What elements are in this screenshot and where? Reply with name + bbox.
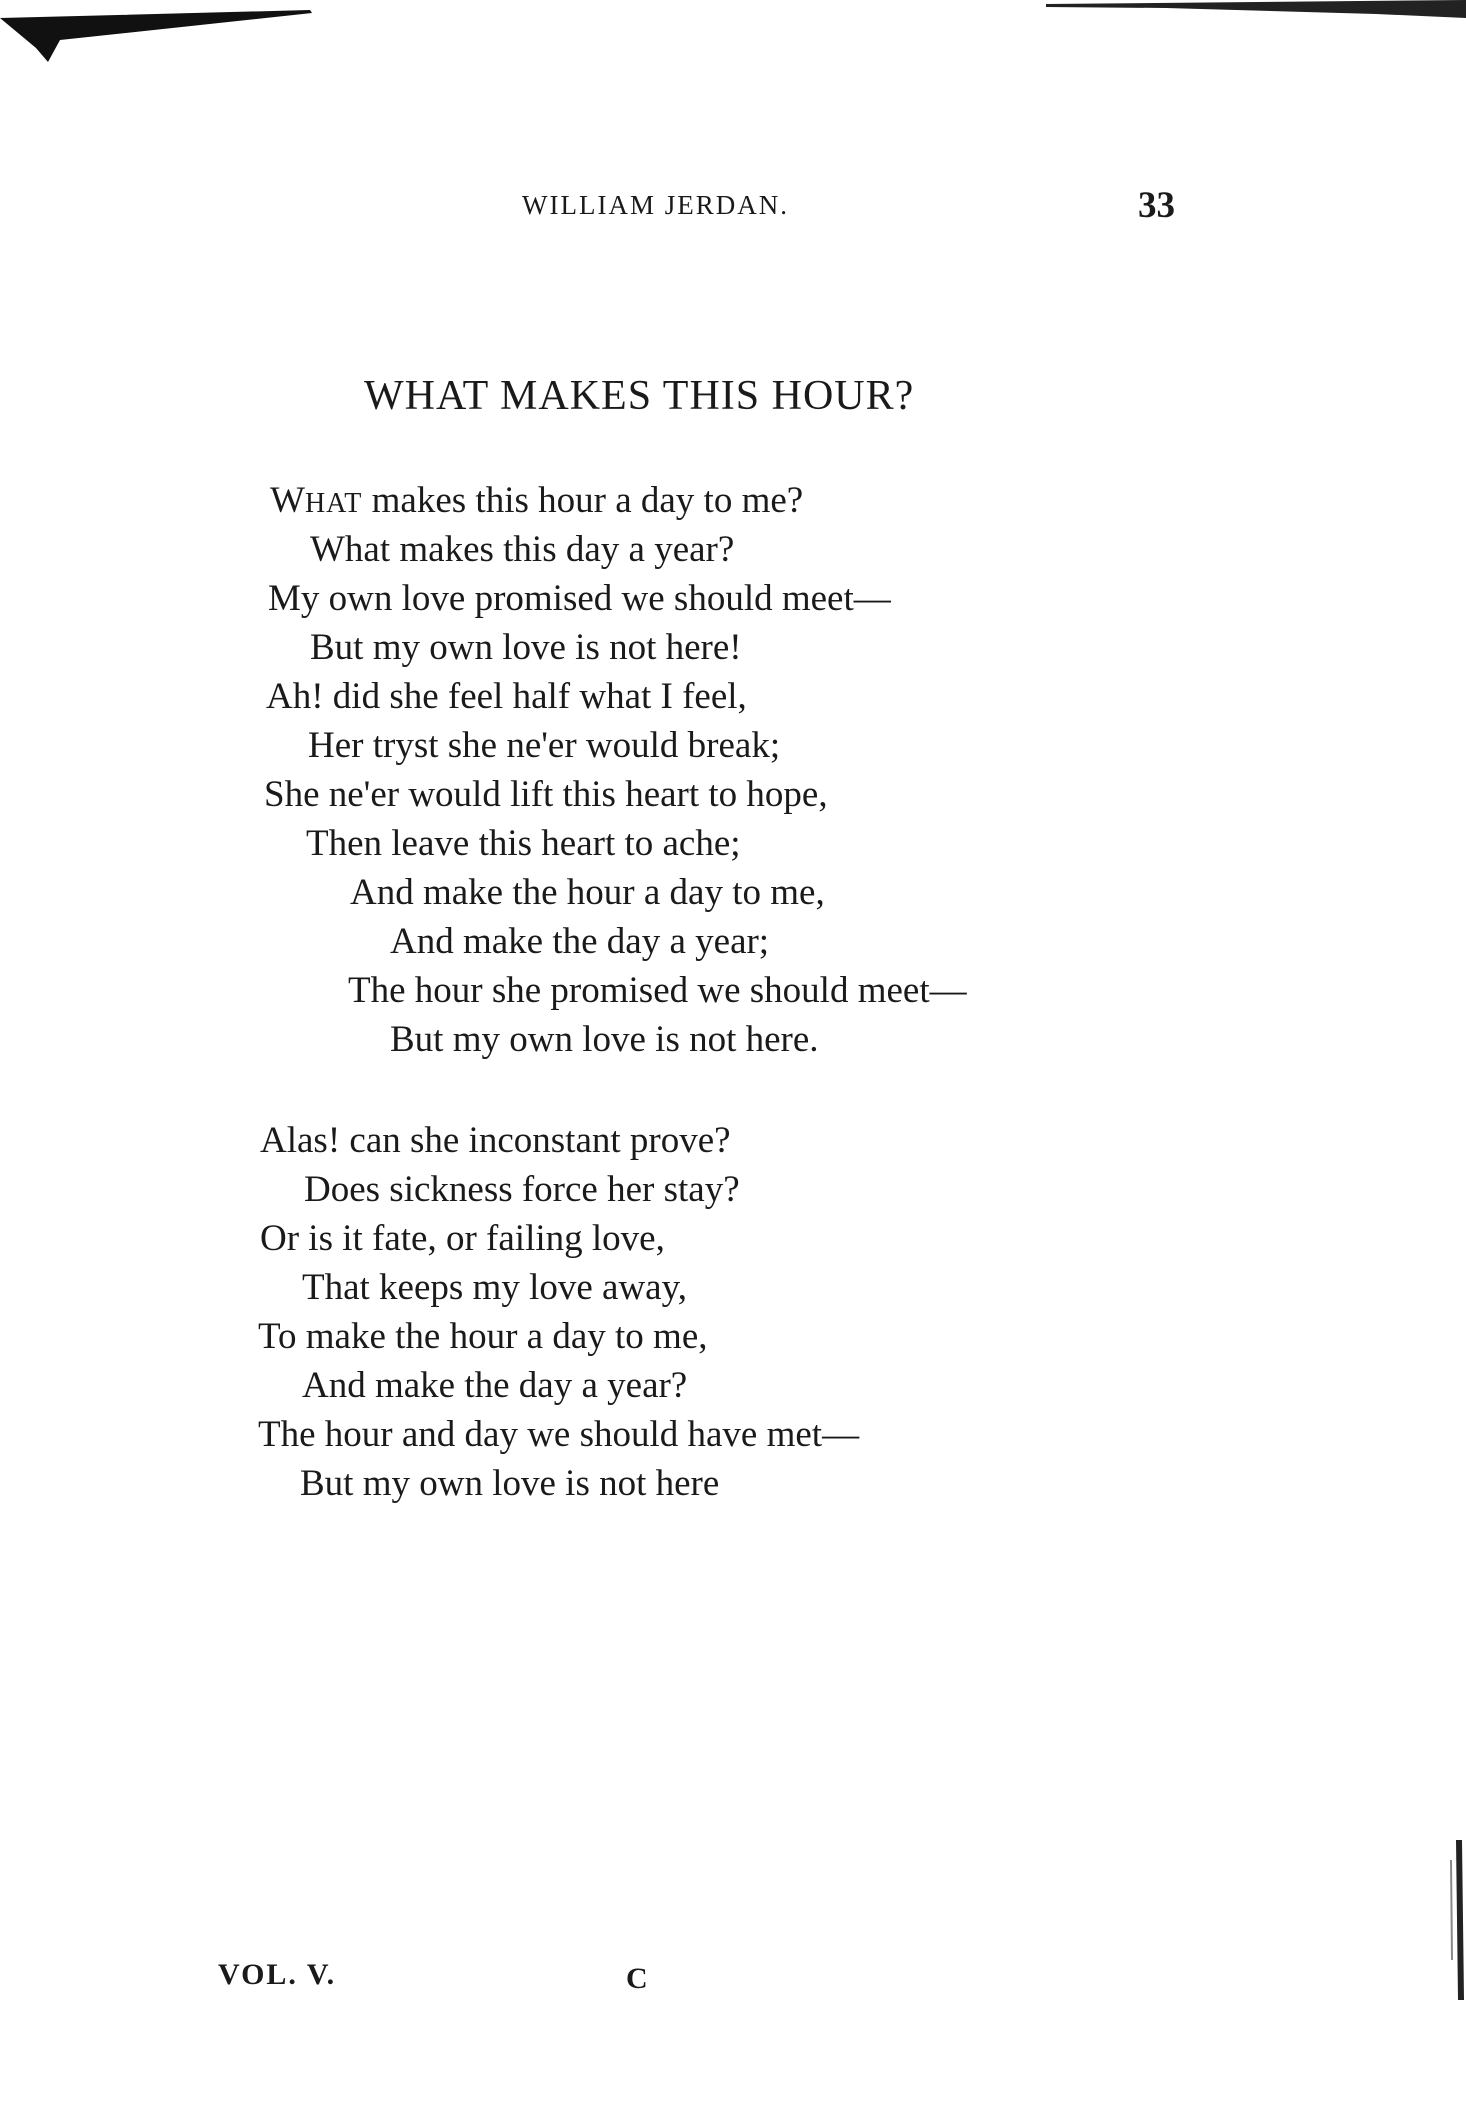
poem-line: What makes this day a year?: [310, 529, 735, 570]
poem-line: The hour and day we should have met—: [258, 1414, 860, 1455]
running-head: WILLIAM JERDAN.: [522, 190, 789, 220]
page-number: 33: [1138, 185, 1175, 226]
signature-volume: VOL. V.: [218, 1958, 337, 1991]
poem-line: My own love promised we should meet—: [268, 578, 891, 619]
poem-line: Or is it fate, or failing love,: [260, 1218, 665, 1259]
poem-line: The hour she promised we should meet—: [348, 970, 967, 1011]
poem-line: Does sickness force her stay?: [304, 1169, 740, 1210]
poem-line: But my own love is not here: [300, 1463, 720, 1504]
poem-line-text: makes this hour a day to me?: [362, 480, 804, 521]
poem-line: But my own love is not here.: [390, 1019, 819, 1060]
drop-word-cap: W: [270, 480, 305, 521]
poem-line: Alas! can she inconstant prove?: [260, 1120, 731, 1161]
poem-line: She ne'er would lift this heart to hope,: [264, 774, 828, 815]
poem-line: And make the day a year?: [302, 1365, 688, 1406]
scan-edge-mark: [0, 0, 340, 70]
drop-word-rest: HAT: [304, 488, 363, 519]
scan-edge-mark: [1046, 0, 1466, 22]
poem-line: But my own love is not here!: [310, 627, 742, 668]
poem-line: And make the day a year;: [390, 921, 770, 962]
scan-edge-mark: [1442, 1840, 1466, 2000]
signature-letter: C: [626, 1962, 648, 1995]
poem-line: Then leave this heart to ache;: [306, 823, 741, 864]
poem-line: Her tryst she ne'er would break;: [308, 725, 781, 766]
poem-line: [270, 482, 803, 519]
poem-title: WHAT MAKES THIS HOUR?: [364, 373, 915, 419]
poem-line: And make the hour a day to me,: [350, 872, 825, 913]
poem-line: To make the hour a day to me,: [258, 1316, 708, 1357]
poem-line: Ah! did she feel half what I feel,: [266, 676, 747, 717]
poem-line: That keeps my love away,: [302, 1267, 687, 1308]
